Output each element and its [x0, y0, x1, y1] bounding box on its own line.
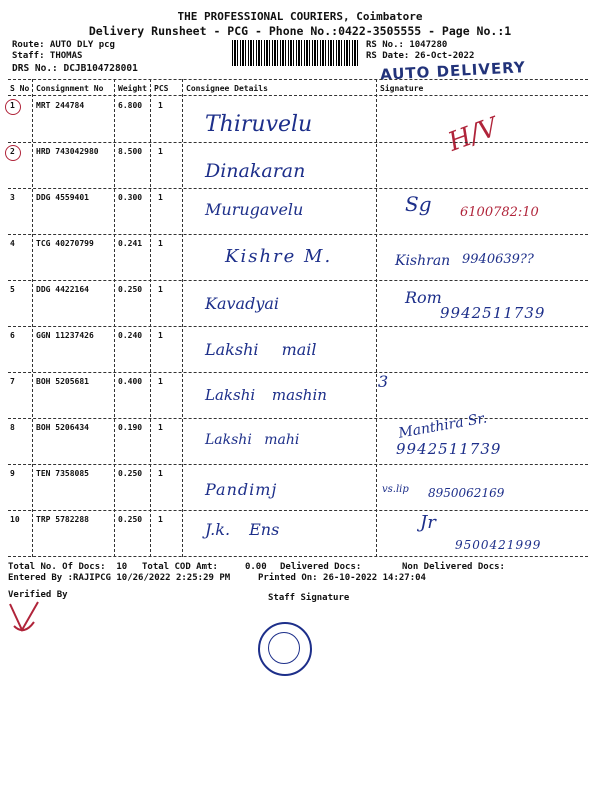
- row-consignee-handwritten: Pandimj: [205, 480, 278, 499]
- row-phone-handwritten: 9940639??: [462, 252, 534, 267]
- row-weight: 0.400: [118, 377, 143, 386]
- col-consignment: Consignment No: [36, 84, 104, 93]
- header-top-rule: [8, 79, 588, 80]
- drs-label: DRS No.: DCJB104728001: [12, 63, 138, 74]
- col-divider: [182, 79, 183, 557]
- row-signature-handwritten: 3: [378, 372, 389, 391]
- row-weight: 0.250: [118, 469, 143, 478]
- row-pcs: 1: [158, 377, 163, 386]
- row-consignee-handwritten: Murugavelu: [205, 200, 304, 219]
- row-pcs: 1: [158, 101, 163, 110]
- row-rule: [8, 280, 588, 281]
- row-signature-handwritten: Rom: [405, 288, 442, 307]
- office-seal-icon: [258, 622, 312, 676]
- col-sno: S No: [10, 84, 30, 93]
- row-consignment: GGN 11237426: [36, 331, 94, 340]
- seal-inner-ring: [268, 632, 300, 664]
- row-weight: 0.240: [118, 331, 143, 340]
- row-consignment: MRT 244784: [36, 101, 85, 110]
- row-pcs: 1: [158, 423, 163, 432]
- row-consignment: DDG 4422164: [36, 285, 89, 294]
- row-phone-handwritten: 6100782:10: [460, 205, 539, 220]
- row-phone-handwritten: 9942511739: [396, 440, 502, 458]
- row-rule: [8, 510, 588, 511]
- row-consignee-handwritten: Lakshi mahi: [205, 432, 300, 448]
- row-sno: 10: [10, 515, 20, 524]
- rs-number: RS No.: 1047280: [366, 40, 448, 50]
- row-consignee-handwritten: J.k. Ens: [205, 520, 280, 539]
- barcode: [232, 40, 360, 66]
- header-bottom-rule: [8, 95, 588, 96]
- row-signature-handwritten: Sg: [405, 192, 432, 216]
- row-pcs: 1: [158, 239, 163, 248]
- row-pcs: 1: [158, 193, 163, 202]
- row-sno: 2: [10, 147, 15, 156]
- company-title: THE PROFESSIONAL COURIERS, Coimbatore: [177, 10, 423, 23]
- row-consignee-handwritten: Kavadyai: [205, 294, 280, 313]
- row-rule: [8, 372, 588, 373]
- col-divider: [114, 79, 115, 557]
- col-divider: [376, 79, 377, 557]
- row-pcs: 1: [158, 469, 163, 478]
- row-phone-handwritten: 9500421999: [455, 538, 542, 552]
- row-rule: [8, 142, 588, 143]
- entered-by: Entered By :RAJIPCG 10/26/2022 2:25:29 PM: [8, 573, 231, 583]
- row-consignee-handwritten: Lakshi mail: [205, 340, 317, 359]
- row-signature-handwritten: vs.lip: [382, 484, 409, 495]
- delivered-docs: Delivered Docs:: [280, 562, 362, 572]
- row-consignment: BOH 5205681: [36, 377, 89, 386]
- row-weight: 0.250: [118, 515, 143, 524]
- col-divider: [150, 79, 151, 557]
- row-sno: 3: [10, 193, 15, 202]
- staff-signature-label: Staff Signature: [268, 593, 350, 603]
- row-rule: [8, 234, 588, 235]
- staff-label: Staff: THOMAS: [12, 51, 83, 61]
- row-phone-handwritten: 8950062169: [428, 486, 505, 500]
- row-consignment: TRP 5782288: [36, 515, 89, 524]
- row-weight: 0.300: [118, 193, 143, 202]
- row-pcs: 1: [158, 331, 163, 340]
- row-consignment: DDG 4559401: [36, 193, 89, 202]
- row-signature-handwritten: Jr: [420, 512, 436, 533]
- row-weight: 0.241: [118, 239, 143, 248]
- row-sno: 4: [10, 239, 15, 248]
- row-sno: 7: [10, 377, 15, 386]
- table-bottom-rule: [8, 556, 588, 557]
- verified-by-label: Verified By: [8, 590, 68, 600]
- row-weight: 8.500: [118, 147, 143, 156]
- row-rule: [8, 418, 588, 419]
- col-pcs: PCS: [154, 84, 169, 93]
- total-docs: Total No. Of Docs: 10: [8, 562, 128, 572]
- col-consignee: Consignee Details: [186, 84, 268, 93]
- row-rule: [8, 188, 588, 189]
- col-signature: Signature: [380, 84, 424, 93]
- row-rule: [8, 326, 588, 327]
- row-consignment: TEN 7358085: [36, 469, 89, 478]
- row-sno: 5: [10, 285, 15, 294]
- row-signature-handwritten: Manthira Sr.: [397, 410, 489, 442]
- runsheet-subtitle: Delivery Runsheet - PCG - Phone No.:0422-3505555 - Page No.:1: [88, 24, 512, 38]
- row-signature-handwritten: H/V: [444, 112, 502, 158]
- verification-mark-icon: [4, 596, 44, 640]
- row-signature-handwritten: Kishran: [395, 253, 451, 269]
- col-divider: [32, 79, 33, 557]
- row-consignee-handwritten: Kishre M.: [225, 246, 333, 267]
- non-delivered-docs: Non Delivered Docs:: [402, 562, 505, 572]
- row-consignment: BOH 5206434: [36, 423, 89, 432]
- total-cod-amount: Total COD Amt: 0.00: [142, 562, 267, 572]
- row-consignment: TCG 40270799: [36, 239, 94, 248]
- row-weight: 0.250: [118, 285, 143, 294]
- row-consignment: HRD 743042980: [36, 147, 99, 156]
- row-sno: 6: [10, 331, 15, 340]
- auto-delivery-stamp: AUTO DELIVERY: [379, 58, 527, 84]
- printed-on: Printed On: 26-10-2022 14:27:04: [258, 573, 426, 583]
- route-label: Route: AUTO DLY pcg: [12, 40, 115, 50]
- col-weight: Weight: [118, 84, 147, 93]
- row-sno: 1: [10, 101, 15, 110]
- row-weight: 6.800: [118, 101, 143, 110]
- row-weight: 0.190: [118, 423, 143, 432]
- row-sno: 8: [10, 423, 15, 432]
- row-phone-handwritten: 9942511739: [440, 304, 546, 322]
- row-consignee-handwritten: Thiruvelu: [205, 112, 313, 137]
- row-consignee-handwritten: Dinakaran: [205, 160, 306, 182]
- row-consignee-handwritten: Lakshi mashin: [205, 386, 327, 404]
- row-pcs: 1: [158, 515, 163, 524]
- rs-date: RS Date: 26-Oct-2022: [366, 51, 475, 61]
- row-pcs: 1: [158, 285, 163, 294]
- row-sno: 9: [10, 469, 15, 478]
- row-pcs: 1: [158, 147, 163, 156]
- row-rule: [8, 464, 588, 465]
